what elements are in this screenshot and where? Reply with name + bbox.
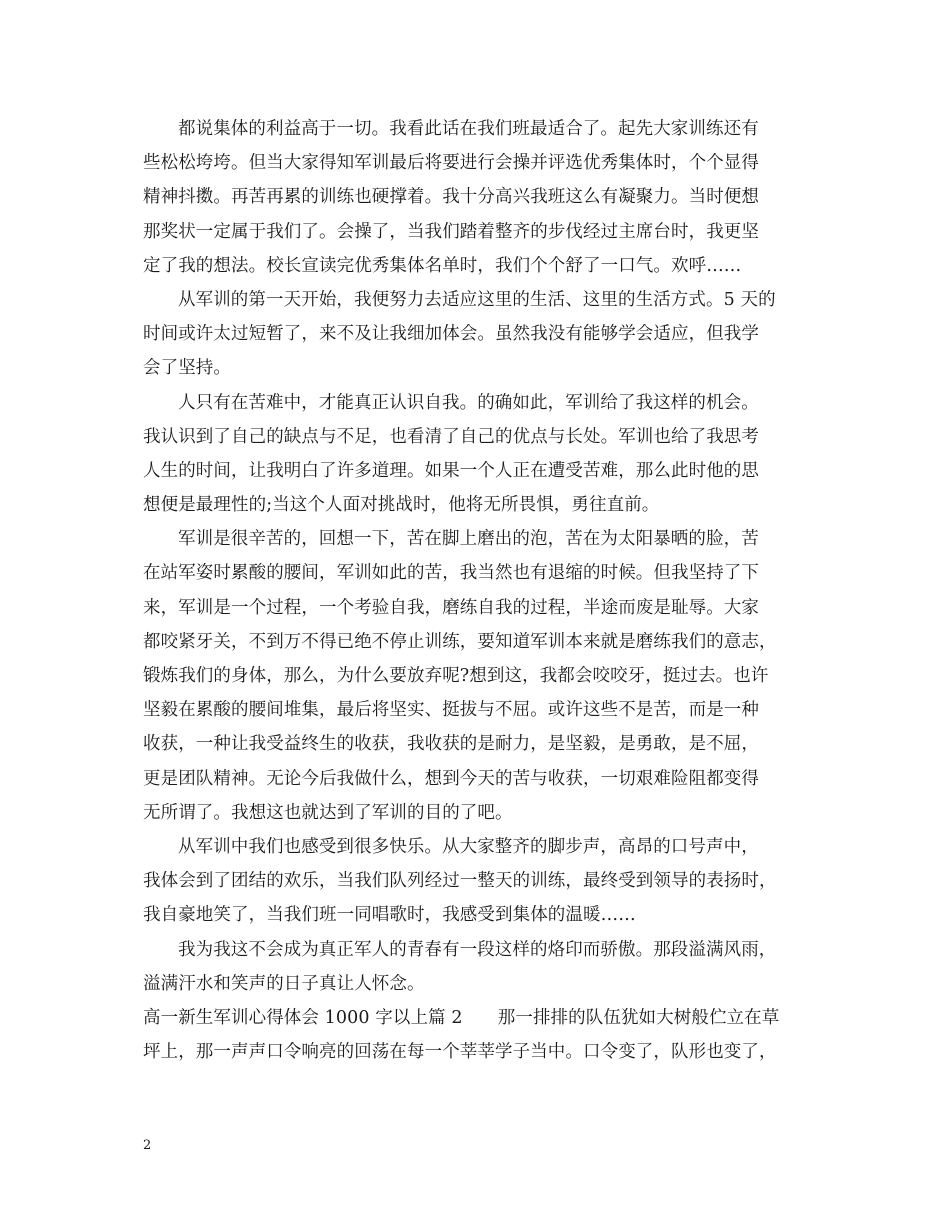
paragraph-4-line-4: 都咬紧牙关，不到万不得已绝不停止训练，要知道军训本来就是磨练我们的意志， (143, 631, 777, 652)
paragraph-1-line-1: 都说集体的利益高于一切。我看此话在我们班最适合了。起先大家训练还有 (178, 119, 759, 139)
paragraph-4-line-9: 无所谓了。我想这也就达到了军训的目的了吧。 (143, 802, 513, 823)
paragraph-4-line-3: 来，军训是一个过程，一个考验自我，磨练自我的过程，半途而废是耻辱。大家 (143, 597, 759, 618)
paragraph-7-line-2: 坪上，那一声声口令响亮的回荡在每一个莘莘学子当中。口令变了，队形也变了， (143, 1042, 777, 1063)
paragraph-4-line-5: 锻炼我们的身体，那么，为什么要放弃呢?想到这，我都会咬咬牙，挺过去。也许 (143, 666, 769, 686)
paragraph-6-line-2: 溢满汗水和笑声的日子真让人怀念。 (143, 973, 425, 994)
paragraph-4-line-2: 在站军姿时累酸的腰间，军训如此的苦，我当然也有退缩的时候。但我坚持了下 (143, 563, 759, 584)
paragraph-1-line-4: 那奖状一定属于我们了。会操了，当我们踏着整齐的步伐经过主席台时，我更坚 (143, 221, 759, 242)
paragraph-3-line-2: 我认识到了自己的缺点与不足，也看清了自己的优点与长处。军训也给了我思考 (143, 426, 759, 447)
paragraph-1-line-5: 定了我的想法。校长宣读完优秀集体名单时，我们个个舒了一口气。欢呼…… (143, 255, 742, 276)
paragraph-1-line-2: 些松松垮垮。但当大家得知军训最后将要进行会操并评选优秀集体时，个个显得 (143, 153, 759, 174)
paragraph-4-line-7: 收获，一种让我受益终生的收获，我收获的是耐力，是坚毅，是勇敢，是不屈， (143, 734, 759, 755)
paragraph-2-line-1: 从军训的第一天开始，我便努力去适应这里的生活、这里的生活方式。5 天的 (178, 289, 776, 310)
paragraph-2-line-3: 会了坚持。 (143, 358, 231, 379)
paragraph-5-line-2: 我体会到了团结的欢乐，当我们队列经过一整天的训练，最终受到领导的表扬时， (143, 871, 777, 892)
paragraph-3-line-1: 人只有在苦难中，才能真正认识自我。的确如此，军训给了我这样的机会。 (178, 392, 759, 413)
section-heading-line: 高一新生军训心得体会 1000 字以上篇 2 那一排排的队伍犹如大树般伫立在草 (143, 1007, 780, 1028)
paragraph-4-line-8: 更是团队精神。无论今后我做什么，想到今天的苦与收获，一切艰难险阻都变得 (143, 768, 759, 789)
paragraph-4-line-1: 军训是很辛苦的，回想一下，苦在脚上磨出的泡，苦在为太阳暴晒的脸，苦 (178, 529, 759, 550)
paragraph-4-line-6: 坚毅在累酸的腰间堆集，最后将坚实、挺拔与不屈。或许这些不是苦，而是一种 (143, 700, 759, 721)
paragraph-2-line-2: 时间或许太过短暂了，来不及让我细加体会。虽然我没有能够学会适应，但我学 (143, 324, 759, 345)
paragraph-5-line-1: 从军训中我们也感受到很多快乐。从大家整齐的脚步声，高昂的口号声中， (178, 836, 759, 857)
paragraph-1-line-3: 精神抖擞。再苦再累的训练也硬撑着。我十分高兴我班这么有凝聚力。当时便想 (143, 187, 759, 208)
body-text (143, 112, 823, 1069)
paragraph-6-line-1: 我为我这不会成为真正军人的青春有一段这样的烙印而骄傲。那段溢满风雨， (178, 939, 777, 960)
paragraph-3-line-3: 人生的时间，让我明白了许多道理。如果一个人正在遭受苦难，那么此时他的思 (143, 460, 759, 481)
paragraph-5-line-3: 我自豪地笑了，当我们班一同唱歌时，我感受到集体的温暖…… (143, 905, 636, 926)
page-number: 2 (143, 1138, 152, 1153)
paragraph-3-line-4: 想便是最理性的;当这个人面对挑战时，他将无所畏惧，勇往直前。 (143, 495, 660, 516)
